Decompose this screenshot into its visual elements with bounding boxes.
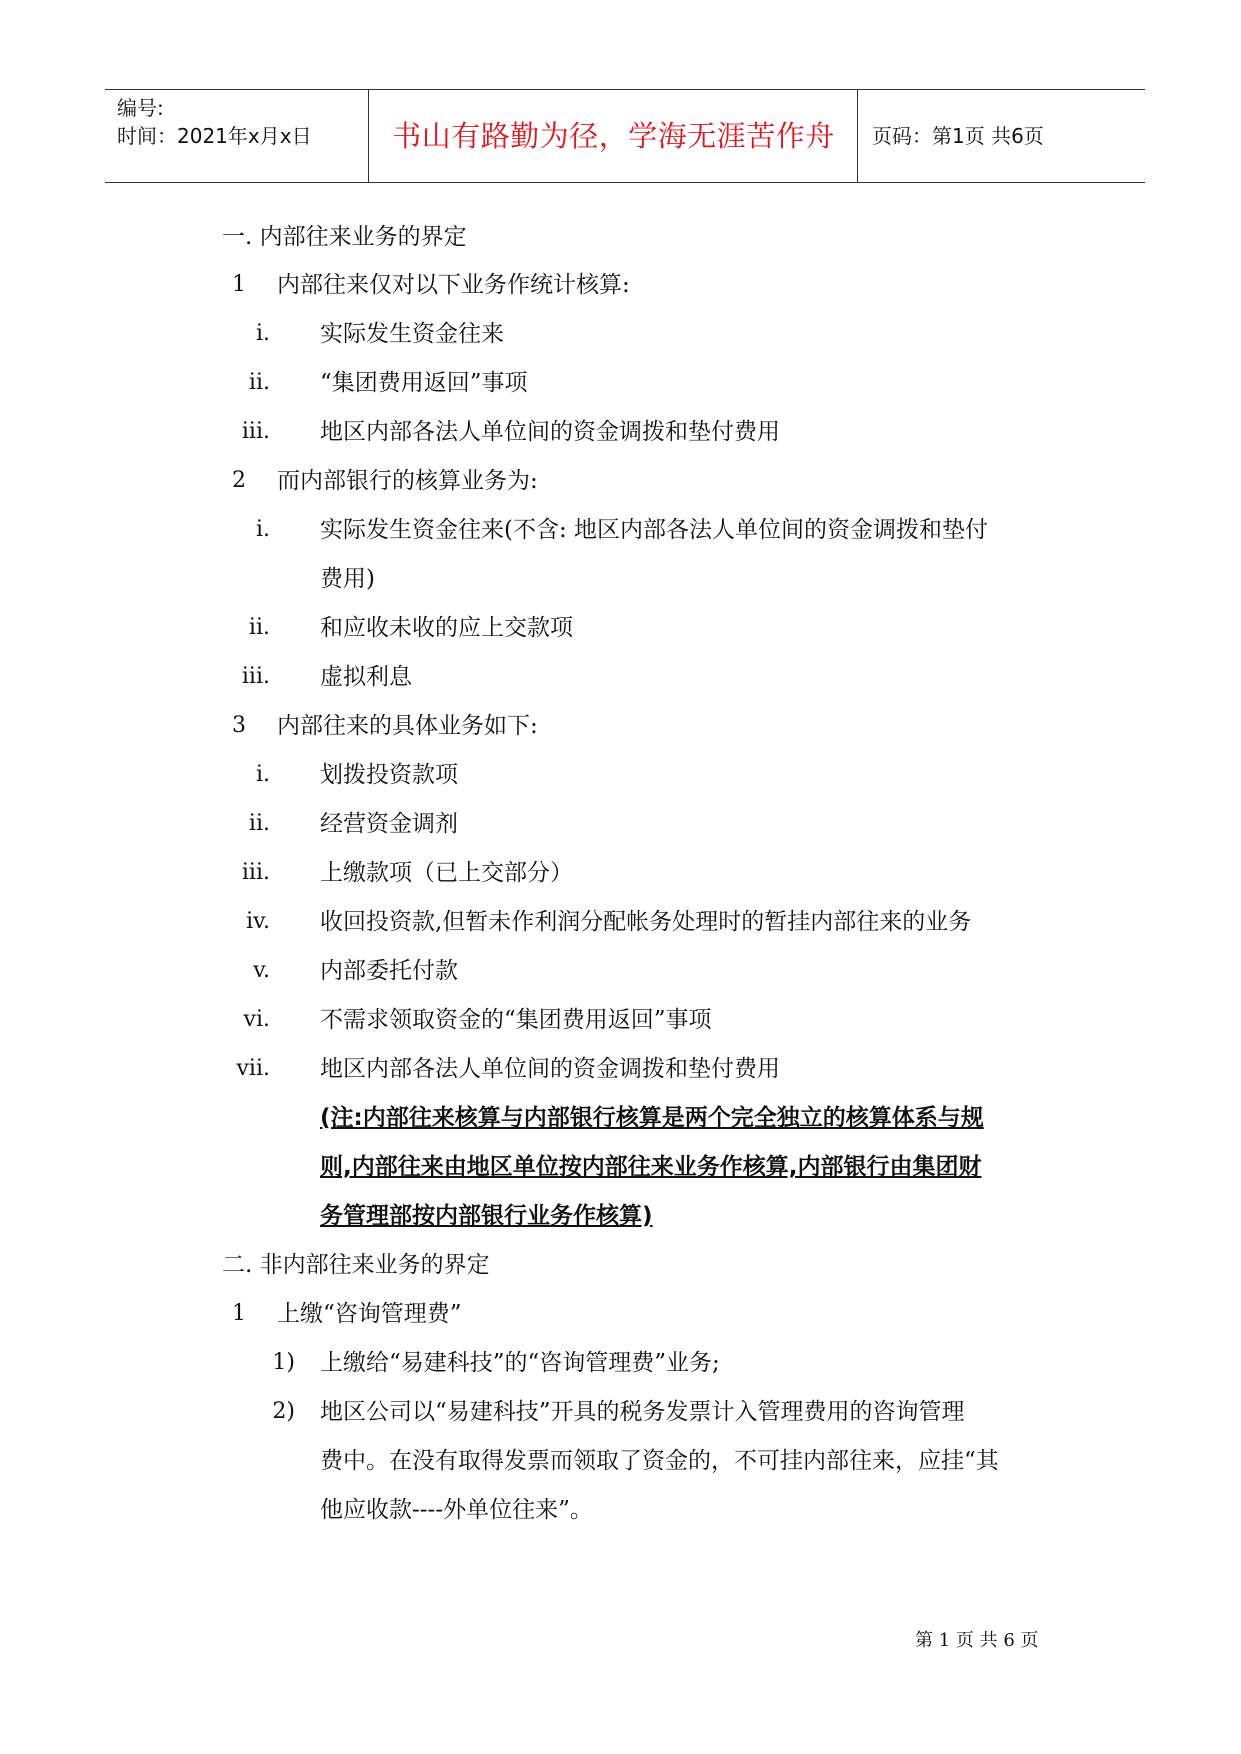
section-2-item-1-text: 上缴“咨询管理费” xyxy=(277,1301,462,1327)
section-2-sub-2-marker: 2) xyxy=(272,1399,295,1424)
item-2-ii-marker: ii. xyxy=(248,615,270,640)
item-3-text: 内部往来的具体业务如下: xyxy=(277,713,538,739)
item-1-i-marker: i. xyxy=(255,321,270,346)
item-3-iii-marker: iii. xyxy=(241,860,270,885)
item-3-iv-marker: iv. xyxy=(246,909,270,934)
header-divider-right xyxy=(857,90,858,182)
section-2-sub-2-text-line2: 费中。在没有取得发票而领取了资金的，不可挂内部往来，应挂“其 xyxy=(320,1448,999,1474)
header-slogan: 书山有路勤为径，学海无涯苦作舟 xyxy=(392,119,835,153)
item-2-text: 而内部银行的核算业务为: xyxy=(277,468,538,494)
note-line-2: 则,内部往来由地区单位按内部往来业务作核算,内部银行由集团财 xyxy=(320,1154,982,1180)
header-divider-left xyxy=(368,90,369,182)
item-3-iii-text: 上缴款项（已上交部分） xyxy=(320,860,573,886)
section-2-title: 二. 非内部往来业务的界定 xyxy=(222,1252,490,1278)
item-3-number: 3 xyxy=(232,713,246,738)
item-3-vi-text: 不需求领取资金的“集团费用返回”事项 xyxy=(320,1007,712,1033)
page-header xyxy=(105,89,1145,183)
item-1-iii-marker: iii. xyxy=(241,419,270,444)
item-3-ii-text: 经营资金调剂 xyxy=(320,811,458,837)
item-3-ii-marker: ii. xyxy=(248,811,270,836)
item-1-ii-text: “集团费用返回”事项 xyxy=(320,370,528,396)
item-3-i-text: 划拨投资款项 xyxy=(320,762,458,788)
item-3-v-marker: v. xyxy=(253,958,270,983)
section-2-sub-2-text-line3: 他应收款----外单位往来”。 xyxy=(320,1497,593,1523)
section-2-item-1-number: 1 xyxy=(232,1301,246,1326)
item-2-i-marker: i. xyxy=(255,517,270,542)
section-2-sub-1-marker: 1) xyxy=(272,1350,295,1375)
item-3-v-text: 内部委托付款 xyxy=(320,958,458,984)
item-2-iii-text: 虚拟利息 xyxy=(320,664,412,690)
header-page-number: 页码：第1页 共6页 xyxy=(872,124,1044,148)
item-2-i-text-line1: 实际发生资金往来(不含: 地区内部各法人单位间的资金调拨和垫付 xyxy=(320,517,989,543)
note-line-3: 务管理部按内部银行业务作核算) xyxy=(320,1203,653,1229)
header-meta xyxy=(117,94,312,150)
item-2-ii-text: 和应收未收的应上交款项 xyxy=(320,615,573,641)
item-2-i-text-line2: 费用) xyxy=(320,566,375,592)
section-2-sub-1-text: 上缴给“易建科技”的“咨询管理费”业务; xyxy=(320,1350,720,1376)
serial-number-label: 编号: xyxy=(117,96,164,120)
page-footer-number: 第 1 页 共 6 页 xyxy=(915,1630,1039,1651)
item-3-i-marker: i. xyxy=(255,762,270,787)
note-line-1: (注:内部往来核算与内部银行核算是两个完全独立的核算体系与规 xyxy=(320,1105,984,1131)
item-3-vi-marker: vi. xyxy=(243,1007,270,1032)
item-2-iii-marker: iii. xyxy=(241,664,270,689)
item-1-i-text: 实际发生资金往来 xyxy=(320,321,504,347)
item-1-text: 内部往来仅对以下业务作统计核算: xyxy=(277,272,630,298)
item-1-number: 1 xyxy=(232,272,246,297)
item-3-vii-marker: vii. xyxy=(236,1056,270,1081)
item-1-iii-text: 地区内部各法人单位间的资金调拨和垫付费用 xyxy=(320,419,780,445)
time-label: 时间：2021年x月x日 xyxy=(117,124,312,148)
section-2-sub-2-text-line1: 地区公司以“易建科技”开具的税务发票计入管理费用的咨询管理 xyxy=(320,1399,965,1425)
item-2-number: 2 xyxy=(232,468,246,493)
item-1-ii-marker: ii. xyxy=(248,370,270,395)
section-1-title: 一. 内部往来业务的界定 xyxy=(222,224,467,250)
item-3-iv-text: 收回投资款,但暂未作利润分配帐务处理时的暂挂内部往来的业务 xyxy=(320,909,972,935)
item-3-vii-text: 地区内部各法人单位间的资金调拨和垫付费用 xyxy=(320,1056,780,1082)
